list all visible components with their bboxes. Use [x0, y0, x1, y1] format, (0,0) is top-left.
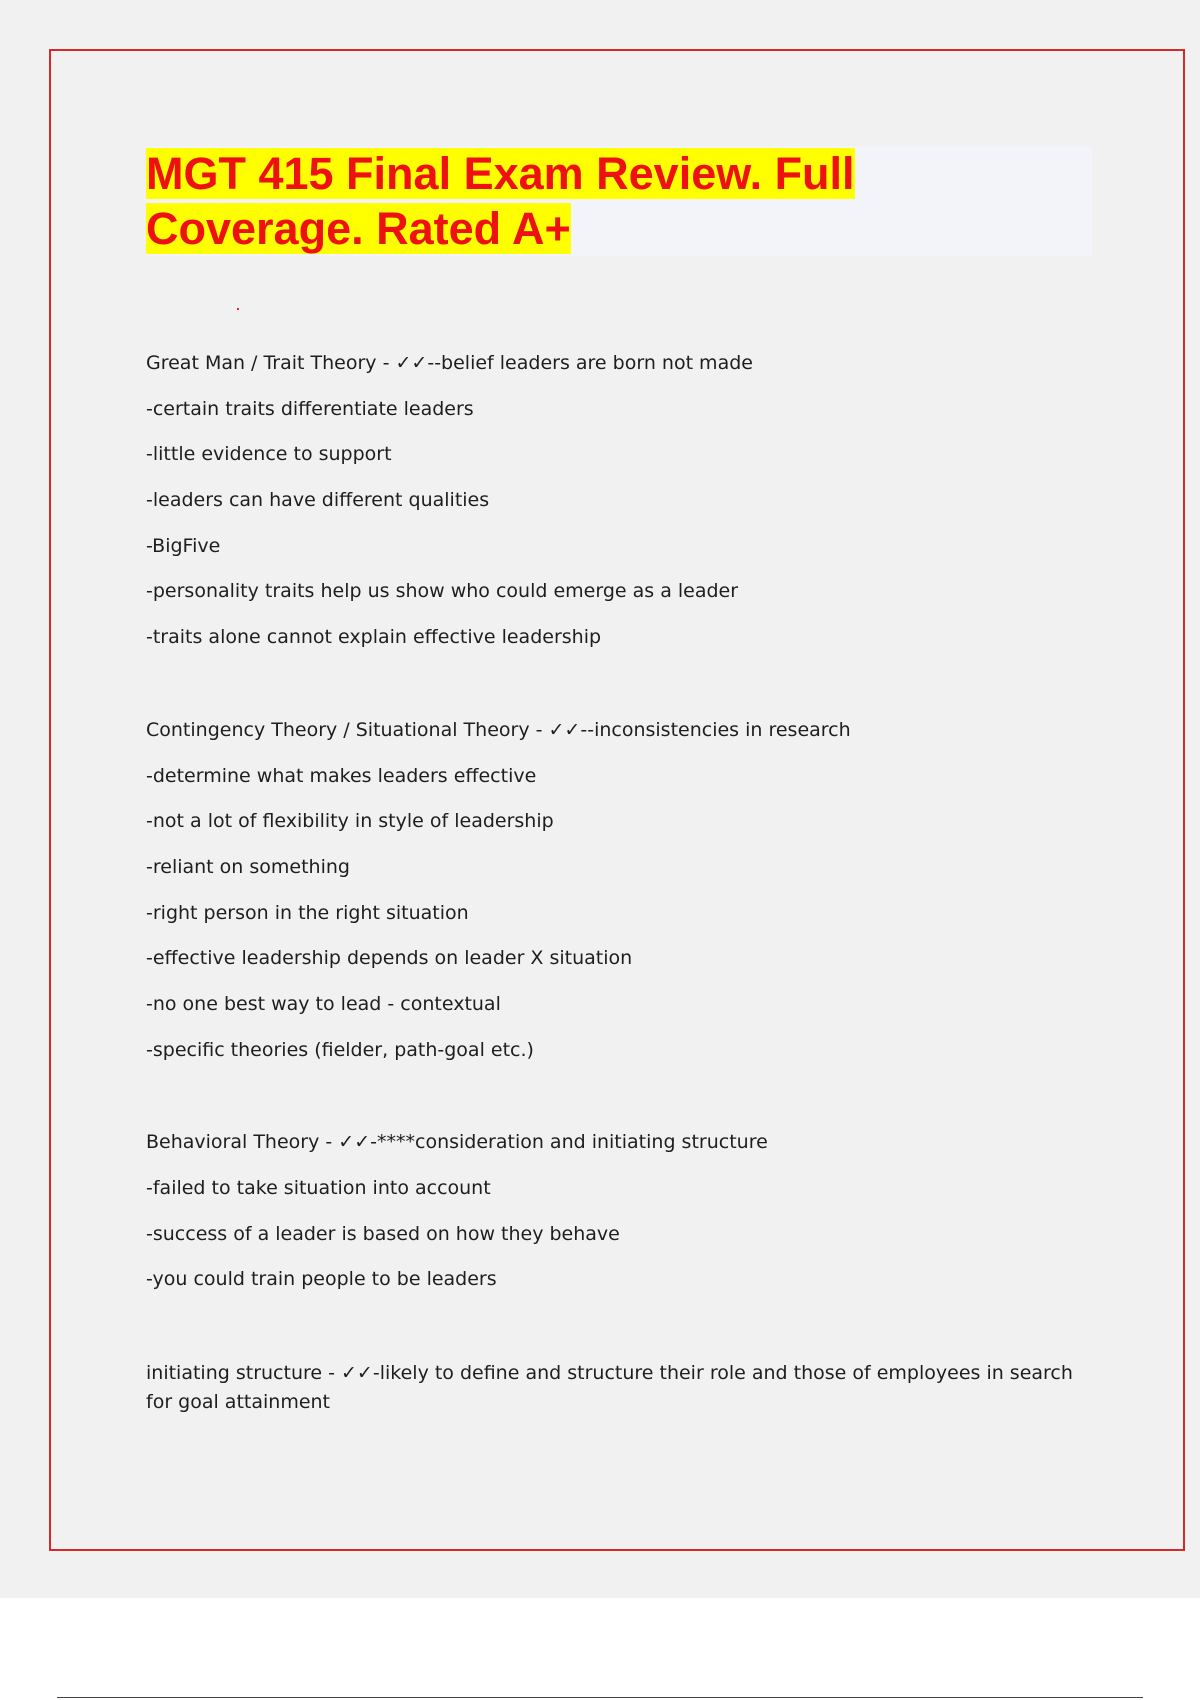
section-term: initiating structure — [146, 1362, 323, 1385]
bullet-point: -little evidence to support — [146, 443, 392, 466]
title-block — [146, 146, 1092, 256]
checkmark-separator: - ✓✓ — [319, 1131, 371, 1154]
footer-divider — [57, 1697, 1143, 1698]
bullet-point: -reliant on something — [146, 855, 350, 878]
bullet-point: -failed to take situation into account — [146, 1177, 491, 1199]
checkmark-separator: - ✓✓ — [529, 718, 581, 741]
bullet-point: -traits alone cannot explain effective leadership — [146, 626, 602, 649]
section-initiating-structure — [146, 1359, 1086, 1417]
section-definition: -****consideration and initiating structure — [370, 1131, 768, 1154]
bullet-point: -personality traits help us show who could emerge as a leader — [146, 580, 739, 603]
section-definition: -likely to define and structure their role and those of employees in search for goal attainment — [146, 1362, 1073, 1414]
title-line-1: MGT 415 Final Exam Review. Full — [146, 148, 855, 199]
bullet-point: -not a lot of flexibility in style of leadership — [146, 810, 554, 833]
bullet-point: -determine what makes leaders effective — [146, 764, 537, 787]
title-line-2: Coverage. Rated A+ — [146, 203, 571, 254]
section-behavioral-theory — [146, 1129, 1086, 1312]
checkmark-separator: - ✓✓ — [322, 1362, 373, 1385]
bullet-point: -leaders can have different qualities — [146, 489, 490, 512]
section-definition: --inconsistencies in research — [580, 718, 851, 741]
stray-dot — [237, 308, 239, 310]
section-contingency-theory — [146, 717, 1086, 1083]
section-heading — [146, 1129, 1086, 1175]
section-heading — [146, 350, 1086, 396]
document-body — [146, 350, 1086, 1464]
section-term: Contingency Theory / Situational Theory — [146, 718, 530, 741]
bullet-point: -success of a leader is based on how they behave — [146, 1222, 620, 1245]
bullet-point: -certain traits differentiate leaders — [146, 397, 474, 420]
section-heading — [146, 717, 1086, 763]
bullet-point: -no one best way to lead - contextual — [146, 992, 501, 1015]
section-term: Great Man / Trait Theory — [146, 352, 377, 374]
bullet-point: -right person in the right situation — [146, 901, 469, 924]
bullet-point: -you could train people to be leaders — [146, 1268, 497, 1291]
section-definition: --belief leaders are born not made — [427, 352, 753, 374]
checkmark-separator: - ✓✓ — [376, 352, 428, 374]
section-term: Behavioral Theory — [146, 1131, 320, 1154]
section-heading — [146, 1359, 1086, 1417]
bullet-point: -effective leadership depends on leader X situation — [146, 947, 633, 970]
bullet-point: -BigFive — [146, 534, 221, 557]
section-great-man-trait-theory — [146, 350, 1086, 670]
document-title — [146, 146, 1092, 256]
bullet-point: -specific theories (fielder, path-goal etc.) — [146, 1038, 534, 1061]
